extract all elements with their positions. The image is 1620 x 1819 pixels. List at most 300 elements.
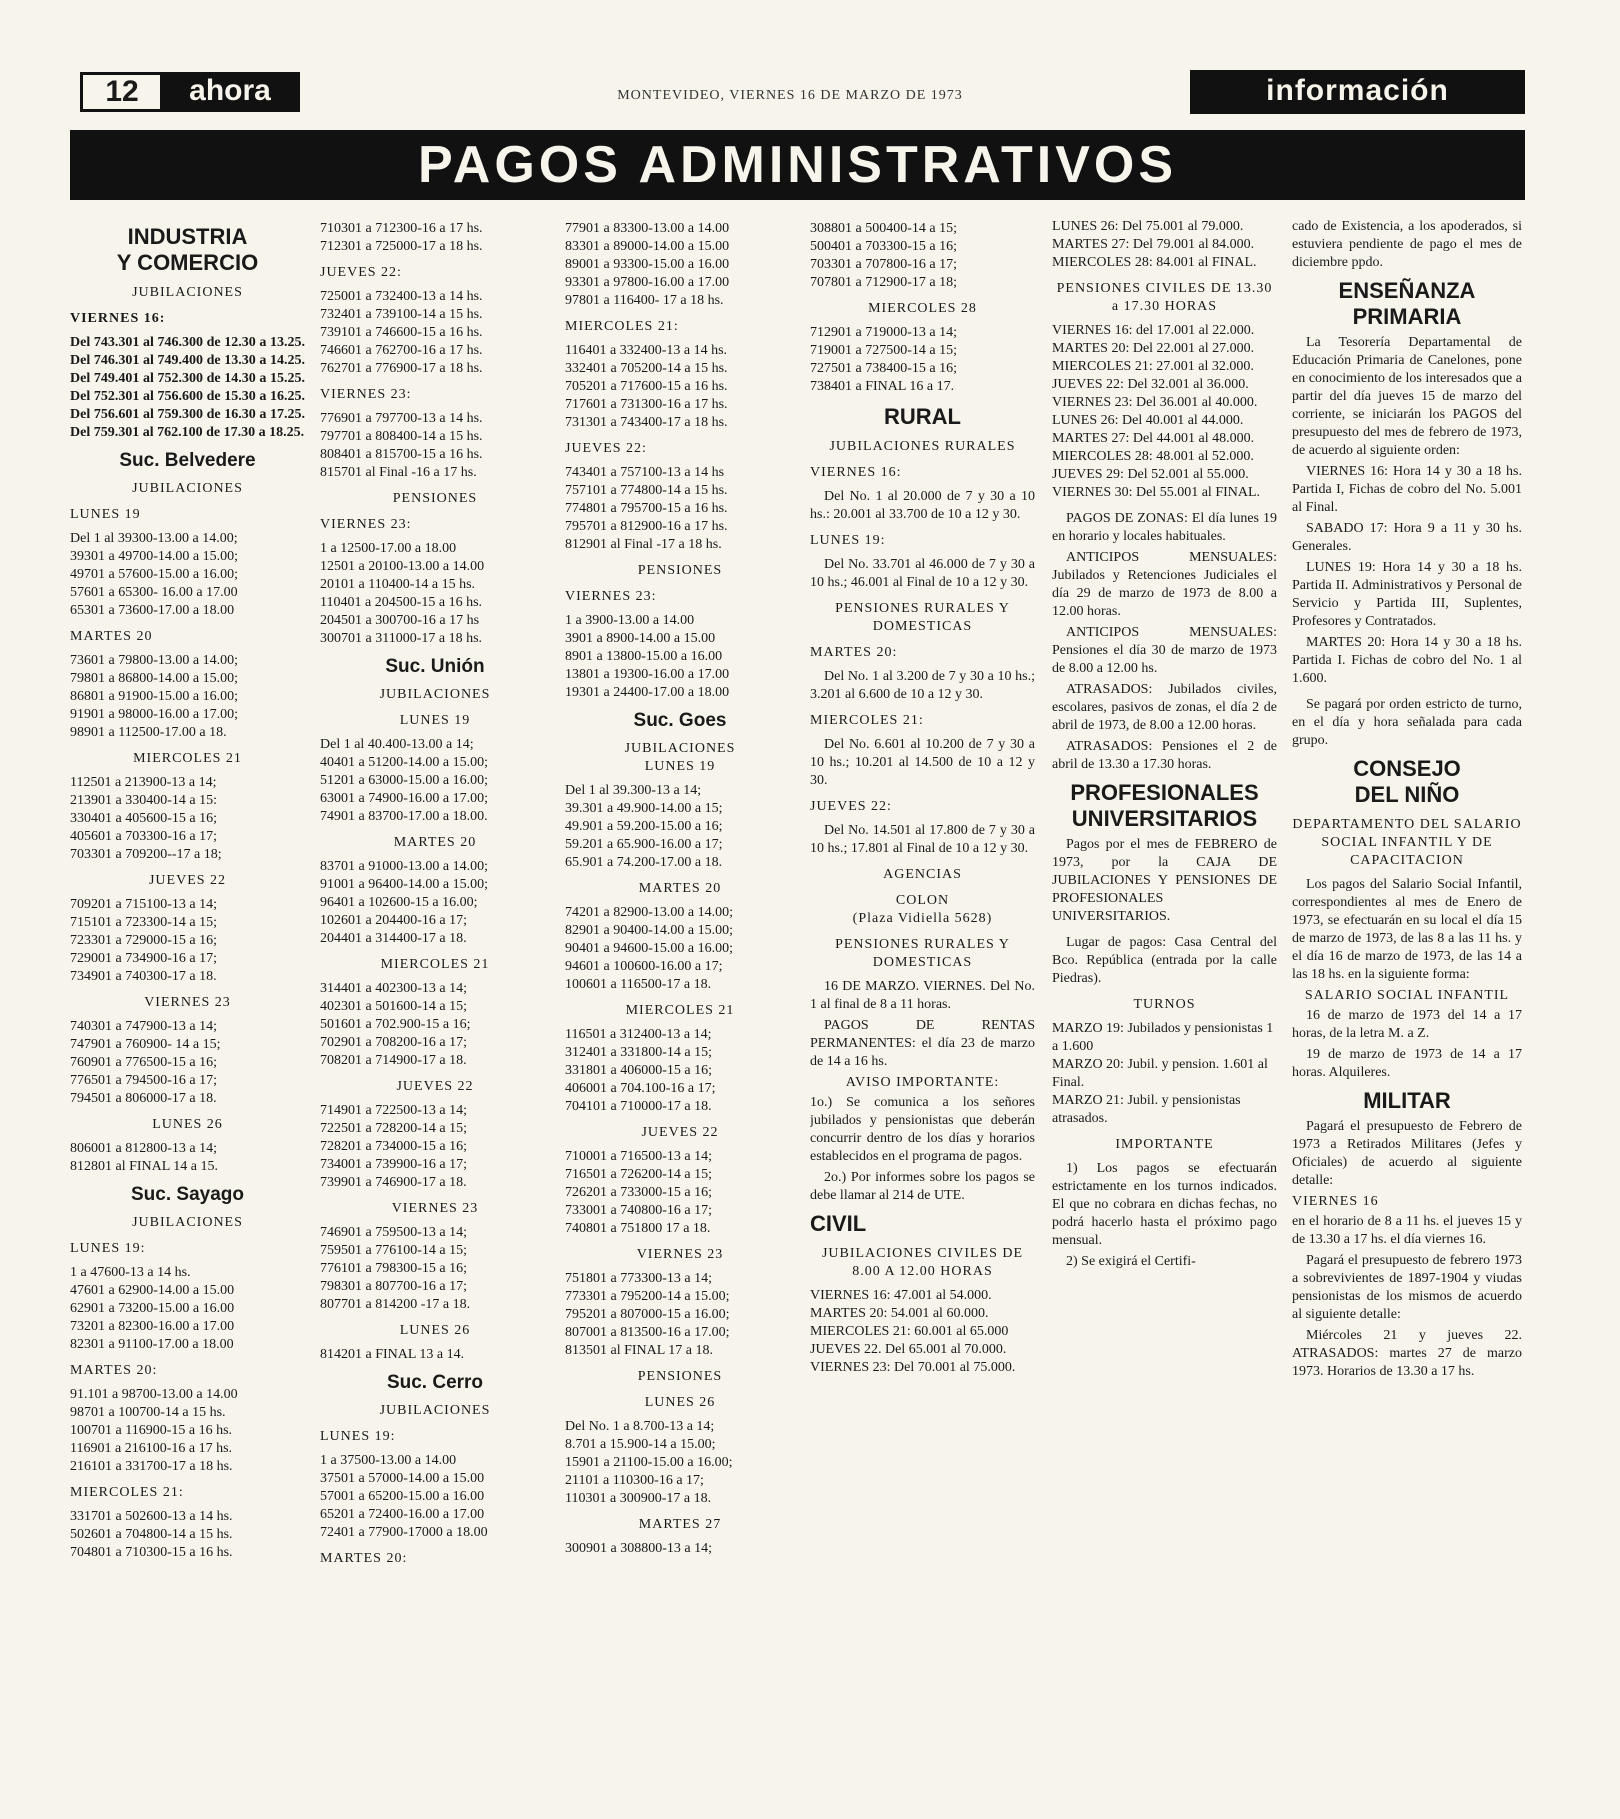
schedule-line: MARZO 21: Jubil. y pensionistas atrasados. bbox=[1052, 1093, 1241, 1126]
schedule-line: 798301 a 807700-16 a 17; bbox=[320, 1279, 467, 1294]
schedule-line: 1 a 37500-13.00 a 14.00 bbox=[320, 1453, 457, 1468]
label-pensiones-rurales: PENSIONES RURALES Y DOMESTICAS bbox=[835, 937, 1010, 970]
schedule-line: 702901 a 708200-16 a 17; bbox=[320, 1035, 467, 1050]
schedule-line: 15901 a 21100-15.00 a 16.00; bbox=[565, 1455, 733, 1470]
label-day: JUEVES 22: bbox=[810, 799, 892, 814]
schedule-line: 743401 a 757100-13 a 14 hs bbox=[565, 465, 725, 480]
label-day: JUEVES 22: bbox=[320, 265, 402, 280]
schedule-line: MIERCOLES 28: 48.001 al 52.000. bbox=[1052, 449, 1254, 464]
schedule-line: 739101 a 746600-15 a 16 hs. bbox=[320, 325, 483, 340]
rentas-text: PAGOS DE RENTAS PERMANENTES: el día 23 de marzo de 14 a 16 hs. bbox=[810, 1018, 1035, 1069]
label-pensiones: PENSIONES bbox=[637, 1369, 723, 1384]
schedule-line: 65301 a 73600-17.00 a 18.00 bbox=[70, 603, 235, 618]
schedule-line: 83301 a 89000-14.00 a 15.00 bbox=[565, 239, 730, 254]
schedule-block bbox=[320, 736, 550, 826]
schedule-block bbox=[1052, 1020, 1277, 1128]
schedule-line: 814201 a FINAL 13 a 14. bbox=[320, 1347, 465, 1362]
section-title: información bbox=[1190, 70, 1525, 114]
schedule-line: 795701 a 812900-16 a 17 hs. bbox=[565, 519, 728, 534]
schedule-line: 213901 a 330400-14 a 15: bbox=[70, 793, 217, 808]
schedule-line: 204401 a 314400-17 a 18. bbox=[320, 931, 467, 946]
dateline: MONTEVIDEO, VIERNES 16 DE MARZO DE 1973 bbox=[617, 88, 963, 103]
militar-text: Pagará el presupuesto de febrero 1973 a sobrevivientes de 1897-1904 y viudas pensionistas de los mismos de acuerdo al siguiente detalle: bbox=[1292, 1253, 1522, 1322]
schedule-line: MARTES 27: Del 44.001 al 48.000. bbox=[1052, 431, 1255, 446]
schedule-text: Del No. 33.701 al 46.000 de 7 y 30 a 10 hs.; 46.001 al Final de 10 a 12 y 30. bbox=[810, 557, 1035, 590]
ensenanza-text: SABADO 17: Hora 9 a 11 y 30 hs. Generales. bbox=[1292, 521, 1522, 554]
label-day: LUNES 26 bbox=[399, 1323, 471, 1338]
label-jubilaciones: JUBILACIONES bbox=[379, 1403, 491, 1418]
schedule-text: Del No. 6.601 al 10.200 de 7 y 30 a 10 hs.; 10.201 al 14.500 de 10 a 12 y 30. bbox=[810, 737, 1035, 788]
schedule-line: 13801 a 19300-16.00 a 17.00 bbox=[565, 667, 730, 682]
schedule-line: 739901 a 746900-17 a 18. bbox=[320, 1175, 467, 1190]
label-jubilaciones: JUBILACIONES bbox=[379, 687, 491, 702]
label-day: MIERCOLES 21: bbox=[810, 713, 924, 728]
heading-line: CONSEJO bbox=[1353, 756, 1461, 781]
heading-suc-belvedere: Suc. Belvedere bbox=[119, 450, 256, 471]
heading-line: PROFESIONALES bbox=[1070, 780, 1259, 805]
headline-banner: PAGOS ADMINISTRATIVOS bbox=[70, 130, 1525, 200]
prof-text: Pagos por el mes de FEBRERO de 1973, por la CAJA DE JUBILACIONES Y PENSIONES DE PROFESIONALES UNIVERSITARIOS. bbox=[1052, 837, 1277, 924]
continuation-text: cado de Existencia, a los apoderados, si estuviera pendiente de pago el mes de diciembre ppdo. bbox=[1292, 219, 1522, 270]
schedule-line: 774801 a 795700-15 a 16 hs. bbox=[565, 501, 728, 516]
heading-line: PRIMARIA bbox=[1352, 304, 1462, 329]
schedule-line: 776101 a 798300-15 a 16; bbox=[320, 1261, 467, 1276]
label-day: LUNES 26 bbox=[152, 1117, 223, 1132]
schedule-line: 62901 a 73200-15.00 a 16.00 bbox=[70, 1301, 235, 1316]
schedule-line: 8.701 a 15.900-14 a 15.00; bbox=[565, 1437, 716, 1452]
schedule-line: 794501 a 806000-17 a 18. bbox=[70, 1091, 217, 1106]
schedule-line: 704101 a 710000-17 a 18. bbox=[565, 1099, 712, 1114]
label-day: VIERNES 23 bbox=[636, 1247, 724, 1262]
schedule-line: 98901 a 112500-17.00 a 18. bbox=[70, 725, 227, 740]
schedule-block bbox=[810, 324, 1035, 396]
label-day: VIERNES 16 bbox=[1292, 1194, 1379, 1209]
schedule-line: 12501 a 20100-13.00 a 14.00 bbox=[320, 559, 485, 574]
label-day: LUNES 19: bbox=[70, 1241, 146, 1256]
schedule-line: 330401 a 405600-15 a 16; bbox=[70, 811, 217, 826]
heading-line: UNIVERSITARIOS bbox=[1071, 806, 1258, 831]
schedule-block bbox=[565, 904, 795, 994]
militar-text: Miércoles 21 y jueves 22. ATRASADOS: martes 27 de marzo 1973. Horarios de 13.30 a 17 hs. bbox=[1292, 1328, 1522, 1379]
schedule-line: 89001 a 93300-15.00 a 16.00 bbox=[565, 257, 730, 272]
atrasados-text: ATRASADOS: Pensiones el 2 de abril de 13.30 a 17.30 horas. bbox=[1052, 739, 1277, 772]
schedule-line: 759501 a 776100-14 a 15; bbox=[320, 1243, 467, 1258]
heading-industria bbox=[70, 224, 305, 250]
label-day: MARTES 20: bbox=[810, 645, 898, 660]
schedule-line: 65201 a 72400-16.00 a 17.00 bbox=[320, 1507, 485, 1522]
page-number: 12 bbox=[80, 72, 164, 112]
schedule-block bbox=[320, 540, 550, 648]
schedule-block bbox=[320, 1224, 550, 1314]
schedule-line: 806001 a 812800-13 a 14; bbox=[70, 1141, 217, 1156]
schedule-line: 725001 a 732400-13 a 14 hs. bbox=[320, 289, 483, 304]
schedule-line: 314401 a 402300-13 a 14; bbox=[320, 981, 467, 996]
schedule-line: VIERNES 23: Del 70.001 al 75.000. bbox=[810, 1360, 1016, 1375]
schedule-line: 710301 a 712300-16 a 17 hs. bbox=[320, 221, 483, 236]
schedule-block bbox=[70, 652, 305, 742]
label-day: LUNES 19: bbox=[810, 533, 886, 548]
schedule-line: JUEVES 29: Del 52.001 al 55.000. bbox=[1052, 467, 1249, 482]
schedule-line: 815701 al Final -16 a 17 hs. bbox=[320, 465, 477, 480]
heading-primaria bbox=[1292, 304, 1522, 330]
heading-profesionales bbox=[1052, 780, 1277, 806]
importante-text: 1) Los pagos se efectuarán estrictamente en los turnos indicados. El que no cobrara en dichas fechas, no podrá hacerlo hasta el próximo pago mensual. bbox=[1052, 1161, 1277, 1248]
schedule-line: 703301 a 709200--17 a 18; bbox=[70, 847, 222, 862]
schedule-line: 63001 a 74900-16.00 a 17.00; bbox=[320, 791, 488, 806]
schedule-line: 96401 a 102600-15 a 16.00; bbox=[320, 895, 478, 910]
schedule-line: JUEVES 22: Del 32.001 al 36.000. bbox=[1052, 377, 1249, 392]
heading-suc-cerro: Suc. Cerro bbox=[386, 1372, 484, 1393]
schedule-line: 760901 a 776500-15 a 16; bbox=[70, 1055, 217, 1070]
label-day: MIERCOLES 21: bbox=[70, 1485, 184, 1500]
label-pensiones-civiles: PENSIONES CIVILES DE 13.30 a 17.30 HORAS bbox=[1056, 281, 1273, 314]
schedule-line: 204501 a 300700-16 a 17 hs bbox=[320, 613, 480, 628]
schedule-line: 300901 a 308800-13 a 14; bbox=[565, 1541, 712, 1556]
schedule-line: 300701 a 311000-17 a 18 hs. bbox=[320, 631, 483, 646]
schedule-line: 501601 a 702.900-15 a 16; bbox=[320, 1017, 471, 1032]
schedule-line: 716501 a 726200-14 a 15; bbox=[565, 1167, 712, 1182]
schedule-line: 731301 a 743400-17 a 18 hs. bbox=[565, 415, 728, 430]
salario-text: 19 de marzo de 1973 de 14 a 17 horas. Alquileres. bbox=[1292, 1047, 1522, 1080]
schedule-line: 74201 a 82900-13.00 a 14.00; bbox=[565, 905, 733, 920]
schedule-line: 51201 a 63000-15.00 a 16.00; bbox=[320, 773, 488, 788]
label-jubilaciones: JUBILACIONES bbox=[132, 285, 243, 300]
schedule-line: 331801 a 406000-15 a 16; bbox=[565, 1063, 712, 1078]
schedule-line: 82301 a 91100-17.00 a 18.00 bbox=[70, 1337, 234, 1352]
schedule-block bbox=[565, 220, 795, 310]
ensenanza-text: LUNES 19: Hora 14 y 30 a 18 hs. Partida II. Administrativos y Personal de Servicio y Partida III, Suplentes, Profesores y Contratados. bbox=[1292, 560, 1522, 629]
schedule-line: 402301 a 501600-14 a 15; bbox=[320, 999, 467, 1014]
schedule-line: 86801 a 91900-15.00 a 16.00; bbox=[70, 689, 238, 704]
label-day: VIERNES 23 bbox=[391, 1201, 479, 1216]
schedule-line: 100701 a 116900-15 a 16 hs. bbox=[70, 1423, 233, 1438]
heading-suc-union: Suc. Unión bbox=[385, 656, 485, 677]
column-3 bbox=[565, 218, 795, 1808]
label-day: LUNES 26 bbox=[644, 1395, 716, 1410]
label-day: VIERNES 16: bbox=[70, 311, 166, 326]
schedule-line: 704801 a 710300-15 a 16 hs. bbox=[70, 1545, 233, 1560]
column-1 bbox=[70, 218, 305, 1808]
atrasados-text: ATRASADOS: Jubilados civiles, escolares, pasivos de zonas, el día 2 de abril de 1973, de 8.00 a 12.00 horas. bbox=[1052, 682, 1277, 733]
schedule-line: 797701 a 808400-14 a 15 hs. bbox=[320, 429, 483, 444]
schedule-line: 110301 a 300900-17 a 18. bbox=[565, 1491, 712, 1506]
label-agencias: AGENCIAS bbox=[883, 867, 962, 882]
schedule-block bbox=[565, 1026, 795, 1116]
schedule-line: 734001 a 739900-16 a 17; bbox=[320, 1157, 467, 1172]
label-jubilaciones: JUBILACIONES bbox=[624, 741, 736, 756]
schedule-block bbox=[70, 1386, 305, 1476]
importante-text: 2) Se exigirá el Certifi- bbox=[1066, 1254, 1196, 1269]
column-6 bbox=[1292, 218, 1522, 1808]
schedule-line: 312401 a 331800-14 a 15; bbox=[565, 1045, 712, 1060]
heading-line: Y COMERCIO bbox=[116, 250, 259, 275]
schedule-line: 93301 a 97800-16.00 a 17.00 bbox=[565, 275, 730, 290]
label-pensiones: PENSIONES bbox=[637, 563, 723, 578]
schedule-line: 1 a 3900-13.00 a 14.00 bbox=[565, 613, 695, 628]
heading-universitarios bbox=[1052, 806, 1277, 832]
schedule-line: 712901 a 719000-13 a 14; bbox=[810, 325, 957, 340]
heading-consejo bbox=[1292, 756, 1522, 782]
schedule-block bbox=[320, 1452, 550, 1542]
schedule-text: Del No. 14.501 al 17.800 de 7 y 30 a 10 hs.; 17.801 al Final de 10 a 12 y 30. bbox=[810, 823, 1035, 856]
schedule-line: 40401 a 51200-14.00 a 15.00; bbox=[320, 755, 488, 770]
schedule-line: MARZO 19: Jubilados y pensionistas 1 a 1.600 bbox=[1052, 1021, 1274, 1054]
schedule-line: 757101 a 774800-14 a 15 hs. bbox=[565, 483, 728, 498]
label-day: LUNES 19 bbox=[644, 759, 716, 774]
heading-line: DEL NIÑO bbox=[1354, 782, 1460, 807]
label-day: MARTES 20 bbox=[70, 629, 153, 644]
schedule-line: Del 1 al 39.300-13 a 14; bbox=[565, 783, 702, 798]
schedule-line: 733001 a 740800-16 a 17; bbox=[565, 1203, 712, 1218]
schedule-line: 746901 a 759500-13 a 14; bbox=[320, 1225, 467, 1240]
schedule-line: 49.901 a 59.200-15.00 a 16; bbox=[565, 819, 723, 834]
schedule-block bbox=[565, 464, 795, 554]
schedule-line: 77901 a 83300-13.00 a 14.00 bbox=[565, 221, 730, 236]
schedule-block bbox=[565, 782, 795, 872]
schedule-line: 728201 a 734000-15 a 16; bbox=[320, 1139, 467, 1154]
heading-line: INDUSTRIA bbox=[127, 224, 248, 249]
schedule-line: 812801 al FINAL 14 a 15. bbox=[70, 1159, 219, 1174]
schedule-line: 331701 a 502600-13 a 14 hs. bbox=[70, 1509, 233, 1524]
schedule-line: VIERNES 23: Del 36.001 al 40.000. bbox=[1052, 395, 1258, 410]
schedule-text: 16 DE MARZO. VIERNES. Del No. 1 al final de 8 a 11 horas. bbox=[810, 979, 1035, 1012]
label-salario: SALARIO SOCIAL INFANTIL bbox=[1304, 988, 1510, 1003]
label-day: LUNES 19 bbox=[399, 713, 471, 728]
schedule-line: 729001 a 734900-16 a 17; bbox=[70, 951, 217, 966]
schedule-line: 116501 a 312400-13 a 14; bbox=[565, 1027, 712, 1042]
schedule-line: 734901 a 740300-17 a 18. bbox=[70, 969, 217, 984]
schedule-block bbox=[320, 410, 550, 482]
schedule-line: 332401 a 705200-14 a 15 hs. bbox=[565, 361, 728, 376]
schedule-line: 719001 a 727500-14 a 15; bbox=[810, 343, 957, 358]
label-day: MARTES 20: bbox=[320, 1551, 408, 1566]
schedule-line: 83701 a 91000-13.00 a 14.00; bbox=[320, 859, 488, 874]
schedule-line: 715101 a 723300-14 a 15; bbox=[70, 915, 217, 930]
label-day: MARTES 20: bbox=[70, 1363, 158, 1378]
label-day: MARTES 20 bbox=[393, 835, 477, 850]
schedule-line: VIERNES 30: Del 55.001 al FINAL. bbox=[1052, 485, 1261, 500]
label-day: VIERNES 23: bbox=[320, 517, 412, 532]
schedule-block bbox=[70, 530, 305, 620]
label-day: MIERCOLES 28 bbox=[868, 301, 977, 316]
schedule-line: 19301 a 24400-17.00 a 18.00 bbox=[565, 685, 730, 700]
schedule-line: Del 1 al 39300-13.00 a 14.00; bbox=[70, 531, 238, 546]
zonas-text: PAGOS DE ZONAS: El día lunes 19 en horario y locales habituales. bbox=[1052, 511, 1277, 544]
schedule-line: MARZO 20: Jubil. y pension. 1.601 al Final. bbox=[1052, 1057, 1268, 1090]
schedule-line: JUEVES 22. Del 65.001 al 70.000. bbox=[810, 1342, 1007, 1357]
schedule-line: 746601 a 762700-16 a 17 hs. bbox=[320, 343, 483, 358]
column-5 bbox=[1052, 218, 1277, 1808]
schedule-block bbox=[70, 1018, 305, 1108]
schedule-line: 73201 a 82300-16.00 a 17.00 bbox=[70, 1319, 235, 1334]
schedule-block bbox=[810, 1287, 1035, 1377]
schedule-line: Del No. 1 a 8.700-13 a 14; bbox=[565, 1419, 715, 1434]
schedule-line: 740301 a 747900-13 a 14; bbox=[70, 1019, 217, 1034]
heading-line: ENSEÑANZA bbox=[1338, 278, 1476, 303]
heading-del-nino bbox=[1292, 782, 1522, 808]
label-pensiones: PENSIONES bbox=[392, 491, 478, 506]
heading-comercio bbox=[70, 250, 305, 276]
schedule-line: 722501 a 728200-14 a 15; bbox=[320, 1121, 467, 1136]
schedule-line: 100601 a 116500-17 a 18. bbox=[565, 977, 712, 992]
schedule-line: 59.201 a 65.900-16.00 a 17; bbox=[565, 837, 723, 852]
schedule-block bbox=[1052, 322, 1277, 502]
label-day: JUEVES 22 bbox=[641, 1125, 719, 1140]
ensenanza-text: VIERNES 16: Hora 14 y 30 a 18 hs. Partida I, Fichas de cobro del No. 5.001 al Final. bbox=[1292, 464, 1522, 515]
schedule-block bbox=[70, 1508, 305, 1562]
heading-civil: CIVIL bbox=[810, 1211, 867, 1236]
schedule-line: 94601 a 100600-16.00 a 17; bbox=[565, 959, 723, 974]
label-day: MARTES 20 bbox=[638, 881, 722, 896]
schedule-line: 79801 a 86800-14.00 a 15.00; bbox=[70, 671, 238, 686]
schedule-line: 762701 a 776900-17 a 18 hs. bbox=[320, 361, 483, 376]
anticipos-text: ANTICIPOS MENSUALES: Jubilados y Retenciones Judiciales el día 29 de marzo de 1973 de 8.00 a 12.00 horas. bbox=[1052, 550, 1277, 619]
label-day: MIERCOLES 21 bbox=[380, 957, 490, 972]
schedule-line: 97801 a 116400- 17 a 18 hs. bbox=[565, 293, 724, 308]
schedule-line: 712301 a 725000-17 a 18 hs. bbox=[320, 239, 483, 254]
schedule-line: 37501 a 57000-14.00 a 15.00 bbox=[320, 1471, 485, 1486]
schedule-line: 807701 a 814200 -17 a 18. bbox=[320, 1297, 471, 1312]
schedule-line: 57601 a 65300- 16.00 a 17.00 bbox=[70, 585, 238, 600]
column-4 bbox=[810, 218, 1035, 1808]
schedule-block bbox=[1052, 218, 1277, 272]
schedule-line: 705201 a 717600-15 a 16 hs. bbox=[565, 379, 728, 394]
consejo-text: Los pagos del Salario Social Infantil, correspondientes al mes de Enero de 1973, se efectuarán en su local el día 15 de marzo de 1973, de las 8 a las 11 hs. y el día 16 de marzo de 1973, de las 14 a las 18 hs. en la siguiente forma: bbox=[1292, 877, 1522, 982]
schedule-line: 91.101 a 98700-13.00 a 14.00 bbox=[70, 1387, 238, 1402]
schedule-line: 717601 a 731300-16 a 17 hs. bbox=[565, 397, 728, 412]
schedule-line: MIERCOLES 21: 60.001 al 65.000 bbox=[810, 1324, 1009, 1339]
schedule-line: 708201 a 714900-17 a 18. bbox=[320, 1053, 467, 1068]
label-jubilaciones-civiles: JUBILACIONES CIVILES DE 8.00 A 12.00 HORAS bbox=[821, 1246, 1024, 1279]
ensenanza-text: MARTES 20: Hora 14 y 30 a 18 hs. Partida I. Fichas de cobro del No. 1 al 1.600. bbox=[1292, 635, 1522, 686]
heading-suc-sayago: Suc. Sayago bbox=[131, 1184, 244, 1205]
label-jubilaciones: JUBILACIONES bbox=[132, 481, 243, 496]
label-day: MIERCOLES 21 bbox=[133, 751, 242, 766]
schedule-line: 406001 a 704.100-16 a 17; bbox=[565, 1081, 716, 1096]
schedule-line: 727501 a 738400-15 a 16; bbox=[810, 361, 957, 376]
schedule-line: 90401 a 94600-15.00 a 16.00; bbox=[565, 941, 733, 956]
schedule-block bbox=[810, 220, 1035, 292]
schedule-block bbox=[565, 1540, 795, 1558]
schedule-line: 747901 a 760900- 14 a 15; bbox=[70, 1037, 221, 1052]
schedule-line: 308801 a 500400-14 a 15; bbox=[810, 221, 957, 236]
schedule-line: VIERNES 16: del 17.001 al 22.000. bbox=[1052, 323, 1255, 338]
schedule-block bbox=[565, 342, 795, 432]
label-jubilaciones-rurales: JUBILACIONES RURALES bbox=[829, 439, 1016, 454]
schedule-line: 776501 a 794500-16 a 17; bbox=[70, 1073, 217, 1088]
schedule-line: 91901 a 98000-16.00 a 17.00; bbox=[70, 707, 238, 722]
label-day: MIERCOLES 21 bbox=[625, 1003, 735, 1018]
schedule-text: Del 743.301 al 746.300 de 12.30 a 13.25. Del 746.301 al 749.400 de 13.30 a 14.25. Del 749.401 al 752.300 de 14.30 a 15.25. Del 752.301 al 756.600 de 15.30 a 16.25. Del 756.601 al 759.300 de 16.30 a 17.25. Del 759.301 al 762.100 de 17.30 a 18.25. bbox=[70, 335, 305, 440]
schedule-line: 502601 a 704800-14 a 15 hs. bbox=[70, 1527, 233, 1542]
schedule-line: MARTES 20: 54.001 al 60.000. bbox=[810, 1306, 989, 1321]
label-pensiones-rurales: PENSIONES RURALES Y DOMESTICAS bbox=[835, 601, 1010, 634]
schedule-line: 1 a 47600-13 a 14 hs. bbox=[70, 1265, 191, 1280]
schedule-line: 72401 a 77900-17000 a 18.00 bbox=[320, 1525, 488, 1540]
schedule-line: 776901 a 797700-13 a 14 hs. bbox=[320, 411, 483, 426]
schedule-line: MIERCOLES 28: 84.001 al FINAL. bbox=[1052, 255, 1257, 270]
label-day: VIERNES 23: bbox=[565, 589, 657, 604]
militar-text: en el horario de 8 a 11 hs. el jueves 15 y de 13.30 a 17 hs. el día viernes 16. bbox=[1292, 1214, 1522, 1247]
label-day: LUNES 19: bbox=[320, 1429, 396, 1444]
schedule-block bbox=[70, 1264, 305, 1354]
schedule-line: 500401 a 703300-15 a 16; bbox=[810, 239, 957, 254]
schedule-line: 110401 a 204500-15 a 16 hs. bbox=[320, 595, 483, 610]
heading-suc-goes: Suc. Goes bbox=[633, 710, 727, 731]
schedule-line: MIERCOLES 21: 27.001 al 32.000. bbox=[1052, 359, 1254, 374]
label-day: VIERNES 23: bbox=[320, 387, 412, 402]
schedule-line: 49701 a 57600-15.00 a 16.00; bbox=[70, 567, 238, 582]
schedule-line: 808401 a 815700-15 a 16 hs. bbox=[320, 447, 483, 462]
schedule-block bbox=[565, 1148, 795, 1238]
schedule-text: Del No. 1 al 3.200 de 7 y 30 a 10 hs.; 3.201 al 6.600 de 10 a 12 y 30. bbox=[810, 669, 1035, 702]
schedule-line: 216101 a 331700-17 a 18 hs. bbox=[70, 1459, 233, 1474]
schedule-line: 405601 a 703300-16 a 17; bbox=[70, 829, 217, 844]
label-colon-address: (Plaza Vidiella 5628) bbox=[852, 911, 993, 926]
schedule-line: VIERNES 16: 47.001 al 54.000. bbox=[810, 1288, 992, 1303]
schedule-block bbox=[320, 858, 550, 948]
label-jubilaciones: JUBILACIONES bbox=[132, 1215, 243, 1230]
schedule-block bbox=[320, 1346, 550, 1364]
lugar-text: Lugar de pagos: Casa Central del Bco. República (entrada por la calle Piedras). bbox=[1052, 935, 1277, 986]
schedule-line: 1 a 12500-17.00 a 18.00 bbox=[320, 541, 457, 556]
label-day: VIERNES 23 bbox=[144, 995, 231, 1010]
label-day: MIERCOLES 21: bbox=[565, 319, 679, 334]
schedule-line: 773301 a 795200-14 a 15.00; bbox=[565, 1289, 730, 1304]
schedule-line: 3901 a 8900-14.00 a 15.00 bbox=[565, 631, 716, 646]
schedule-line: 703301 a 707800-16 a 17; bbox=[810, 257, 957, 272]
schedule-line: 102601 a 204400-16 a 17; bbox=[320, 913, 467, 928]
schedule-block bbox=[70, 774, 305, 864]
label-day: MARTES 27 bbox=[638, 1517, 722, 1532]
schedule-line: 751801 a 773300-13 a 14; bbox=[565, 1271, 712, 1286]
column-2 bbox=[320, 218, 550, 1808]
label-day: JUEVES 22 bbox=[396, 1079, 474, 1094]
salario-text: 16 de marzo de 1973 del 14 a 17 horas, de la letra M. a Z. bbox=[1292, 1008, 1522, 1041]
schedule-line: 20101 a 110400-14 a 15 hs. bbox=[320, 577, 476, 592]
schedule-line: 116901 a 216100-16 a 17 hs. bbox=[70, 1441, 233, 1456]
schedule-line: 726201 a 733000-15 a 16; bbox=[565, 1185, 712, 1200]
schedule-block bbox=[320, 288, 550, 378]
label-day: JUEVES 22: bbox=[565, 441, 647, 456]
militar-text: Pagará el presupuesto de Febrero de 1973 a Retirados Militares (Jefes y Oficiales) de acuerdo al siguiente detalle: bbox=[1292, 1119, 1522, 1188]
heading-rural: RURAL bbox=[884, 404, 961, 429]
heading-militar: MILITAR bbox=[1363, 1088, 1451, 1113]
label-turnos: TURNOS bbox=[1133, 997, 1196, 1012]
heading-ensenanza bbox=[1292, 278, 1522, 304]
schedule-line: 112501 a 213900-13 a 14; bbox=[70, 775, 217, 790]
schedule-line: MARTES 27: Del 79.001 al 84.000. bbox=[1052, 237, 1255, 252]
schedule-line: 39.301 a 49.900-14.00 a 15; bbox=[565, 801, 723, 816]
aviso-text: 2o.) Por informes sobre los pagos se debe llamar al 214 de UTE. bbox=[810, 1170, 1035, 1203]
schedule-line: 710001 a 716500-13 a 14; bbox=[565, 1149, 712, 1164]
schedule-line: 740801 a 751800 17 a 18. bbox=[565, 1221, 711, 1236]
label-day: JUEVES 22 bbox=[148, 873, 227, 888]
schedule-line: LUNES 26: Del 75.001 al 79.000. bbox=[1052, 219, 1244, 234]
schedule-line: 795201 a 807000-15 a 16.00; bbox=[565, 1307, 730, 1322]
schedule-line: LUNES 26: Del 40.001 al 44.000. bbox=[1052, 413, 1244, 428]
newspaper-name: ahora bbox=[160, 72, 300, 112]
label-colon: COLON bbox=[895, 893, 950, 908]
schedule-line: 723301 a 729000-15 a 16; bbox=[70, 933, 217, 948]
label-aviso: AVISO IMPORTANTE: bbox=[845, 1075, 1000, 1090]
schedule-line: 98701 a 100700-14 a 15 hs. bbox=[70, 1405, 226, 1420]
label-day: LUNES 19 bbox=[70, 507, 141, 522]
schedule-line: 807001 a 813500-16 a 17.00; bbox=[565, 1325, 730, 1340]
schedule-line: 82901 a 90400-14.00 a 15.00; bbox=[565, 923, 733, 938]
schedule-line: 8901 a 13800-15.00 a 16.00 bbox=[565, 649, 723, 664]
schedule-line: Del 1 al 40.400-13.00 a 14; bbox=[320, 737, 474, 752]
